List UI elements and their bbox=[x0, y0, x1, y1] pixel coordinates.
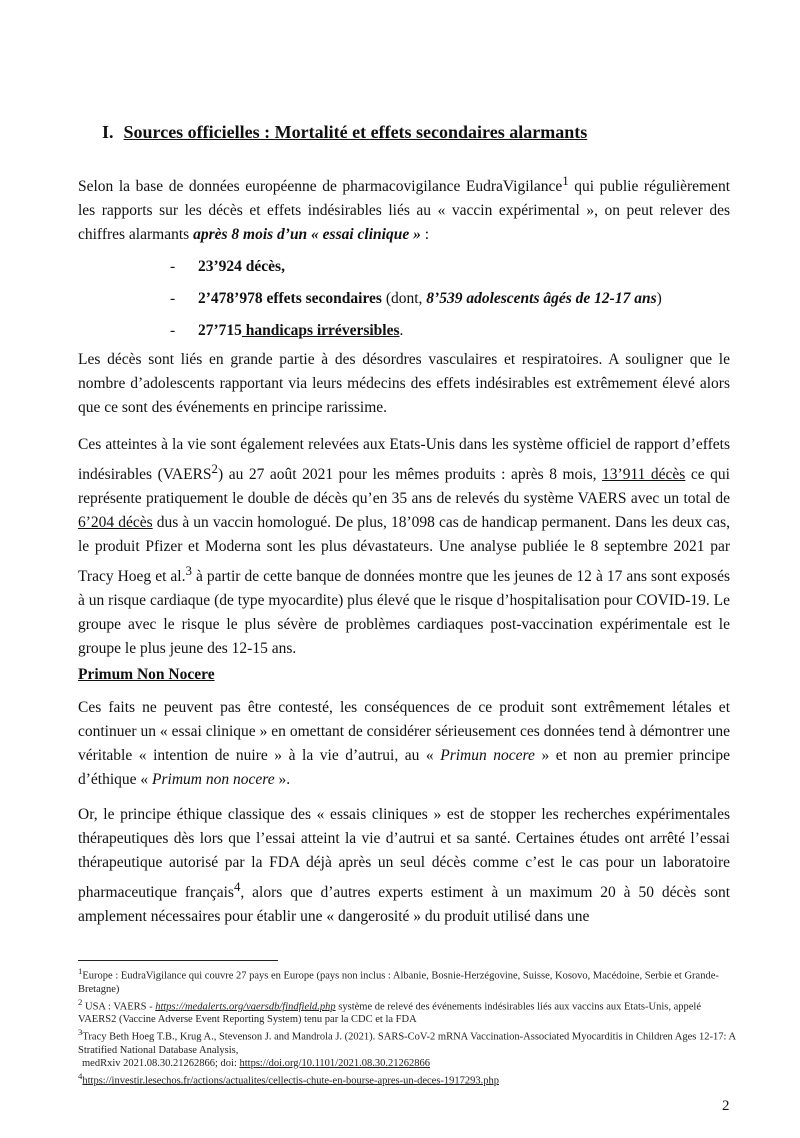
list-item bbox=[170, 322, 403, 340]
footnote-mark: 1 bbox=[78, 966, 83, 976]
footnote-link[interactable]: https://doi.org/10.1101/2021.08.30.21262866 bbox=[239, 1057, 430, 1069]
footnote-3 bbox=[78, 1026, 738, 1057]
text-run: , alors que d’autres experts estiment à un maximum 20 à 50 décès sont amplement nécessaires pour établir une « dangerosité » du produit utilisé dans une bbox=[78, 884, 730, 926]
footnote-text: medRxiv 2021.08.30.21262866; doi: bbox=[82, 1057, 240, 1069]
bullet-dash: - bbox=[170, 322, 176, 339]
latin-phrase: Primun nocere bbox=[440, 747, 535, 764]
footnote-ref-1: 1 bbox=[562, 173, 569, 188]
section-heading bbox=[102, 122, 587, 143]
text-run: . bbox=[399, 322, 404, 339]
text-run: ». bbox=[274, 771, 291, 788]
text-run: : bbox=[420, 226, 430, 244]
footnote-text: USA : VAERS - bbox=[82, 1001, 156, 1012]
footnote-text: système de relevé des événements indésirables liés aux vaccins aux Etats-Unis, appelé VAERS2 (Vaccine Adverse Event Reporting System) tenu par la CDC et la FDA bbox=[78, 1001, 701, 1025]
text-run: (dont, bbox=[381, 290, 427, 307]
footnote-text: Tracy Beth Hoeg T.B., Krug A., Stevenson J. and Mandrola J. (2021). SARS-CoV-2 mRNA Vaccination-Associated Myocarditis in Children Ages 12-17: A Stratified National Database Analysis, bbox=[78, 1031, 736, 1056]
footnote-ref-3: 3 bbox=[185, 563, 192, 579]
side-effects-stat: 2’478’978 effets secondaires bbox=[198, 290, 382, 307]
section-number: I. bbox=[102, 122, 114, 142]
page-number: 2 bbox=[722, 1098, 730, 1114]
paragraph-disorders: Les décès sont liés en grande partie à des désordres vasculaires et respiratoires. A souligner que le nombre d’adolescents rapportant via leurs médecins des effets indésirables est extrêmement élevé alors que ce sont des événements en principe rarissime. bbox=[78, 351, 730, 416]
text-run: ce qui représente pratiquement le double de décès qu’en 35 ans de relevés du système VAERS avec un total de bbox=[78, 466, 730, 508]
footnote-4 bbox=[78, 1070, 738, 1088]
vaers-deaths: 13’911 décès bbox=[602, 466, 686, 484]
footnote-mark: 3 bbox=[78, 1027, 83, 1037]
footnote-1 bbox=[78, 965, 738, 996]
disabilities-label: handicaps irréversibles bbox=[241, 322, 400, 339]
footnote-mark: 2 bbox=[78, 996, 83, 1007]
footnote-mark: 4 bbox=[78, 1070, 83, 1081]
text-run: Ces atteintes à la vie sont également relevées aux Etats-Unis dans les système officiel de rapport d’effets indésirables (VAERS bbox=[78, 436, 730, 484]
footnote-separator bbox=[78, 960, 278, 961]
footnote-3-continued bbox=[78, 1057, 738, 1070]
text-run: à partir de cette banque de données montre que les jeunes de 12 à 17 ans sont exposés à un risque cardiaque (de type myocardite) plus élevé que le risque d’hospitalisation pour COVID-19. Le groupe avec le risque le plus sévère de problèmes cardiaques post-vaccination expérimentale est le groupe le plus jeune des 12-15 ans. bbox=[78, 568, 730, 658]
paragraph-eudravigilance bbox=[78, 169, 730, 247]
text-run: » et non au premier principe d’éthique « bbox=[78, 747, 731, 788]
footnote-ref-4: 4 bbox=[233, 879, 241, 894]
text-run: Or, le principe éthique classique des « essais cliniques » est de stopper les recherches expérimentales thérapeutiques dès lors que l’essai atteint la vie d’autrui et sa santé. Certaines études ont arrêté l’essai thérapeutique autorisé par la FDA déjà après un seul décès comme c’est le cas pour un laboratoire pharmaceutique français bbox=[78, 806, 730, 902]
text-run: qui publie régulièrement les rapports sur les décès et effets indésirables liés au « vaccin expérimental », on peut relever des chiffres alarmants bbox=[78, 178, 730, 244]
footnote-text: Europe : EudraVigilance qui couvre 27 pays en Europe (pays non inclus : Albanie, Bosnie-Herzégovine, Suisse, Kosovo, Macédoine, Serbie et Grande-Bretagne) bbox=[78, 970, 719, 995]
paragraph-intent bbox=[78, 696, 730, 792]
list-item bbox=[170, 290, 662, 308]
footnote-ref-2: 2 bbox=[211, 461, 218, 476]
text-run: ) bbox=[656, 290, 662, 307]
text-run: Selon la base de données européenne de pharmacovigilance EudraVigilance bbox=[78, 178, 563, 196]
section-title: Sources officielles : Mortalité et effets secondaires alarmants bbox=[123, 122, 588, 142]
footnote-2 bbox=[78, 996, 738, 1027]
footnote-link[interactable]: https://investir.lesechos.fr/actions/actualites/cellectis-chute-en-bourse-apres-un-deces-1917293.php bbox=[82, 1075, 500, 1086]
text-run: Ces faits ne peuvent pas être contesté, les conséquences de ce produit sont extrêmement létales et continuer un « essai clinique » en omettant de considérer sérieusement ces données tend à démontrer une véritable « intention de nuire » à la vie d’autrui, au « bbox=[78, 699, 730, 764]
vaers-historic-deaths: 6’204 décès bbox=[78, 514, 153, 532]
list-item bbox=[170, 258, 285, 276]
disabilities-stat: 27’715 bbox=[198, 322, 242, 339]
bullet-dash: - bbox=[170, 258, 176, 275]
adolescents-stat: 8’539 adolescents âgés de 12-17 ans bbox=[426, 290, 657, 307]
footnotes bbox=[78, 965, 738, 1087]
subheading-primum-non-nocere: Primum Non Nocere bbox=[78, 666, 215, 683]
footnote-link[interactable]: https://medalerts.org/vaersdb/findfield.php bbox=[155, 1001, 336, 1012]
paragraph-vaers bbox=[78, 433, 730, 661]
deaths-stat: 23’924 décès, bbox=[198, 258, 285, 275]
text-run: ) au 27 août 2021 pour les mêmes produits : après 8 mois, bbox=[218, 466, 603, 484]
emphasis-text: après 8 mois d’un « essai clinique » bbox=[193, 226, 421, 244]
paragraph-clinical-trials bbox=[78, 803, 730, 929]
text-run: dus à un vaccin homologué. De plus, 18’098 cas de handicap permanent. Dans les deux cas, le produit Pfizer et Moderna sont les plus dévastateurs. Une analyse publiée le 8 septembre 2021 par Tracy Hoeg et al. bbox=[78, 514, 730, 586]
bullet-dash: - bbox=[170, 290, 176, 307]
latin-phrase: Primum non nocere bbox=[152, 771, 275, 788]
